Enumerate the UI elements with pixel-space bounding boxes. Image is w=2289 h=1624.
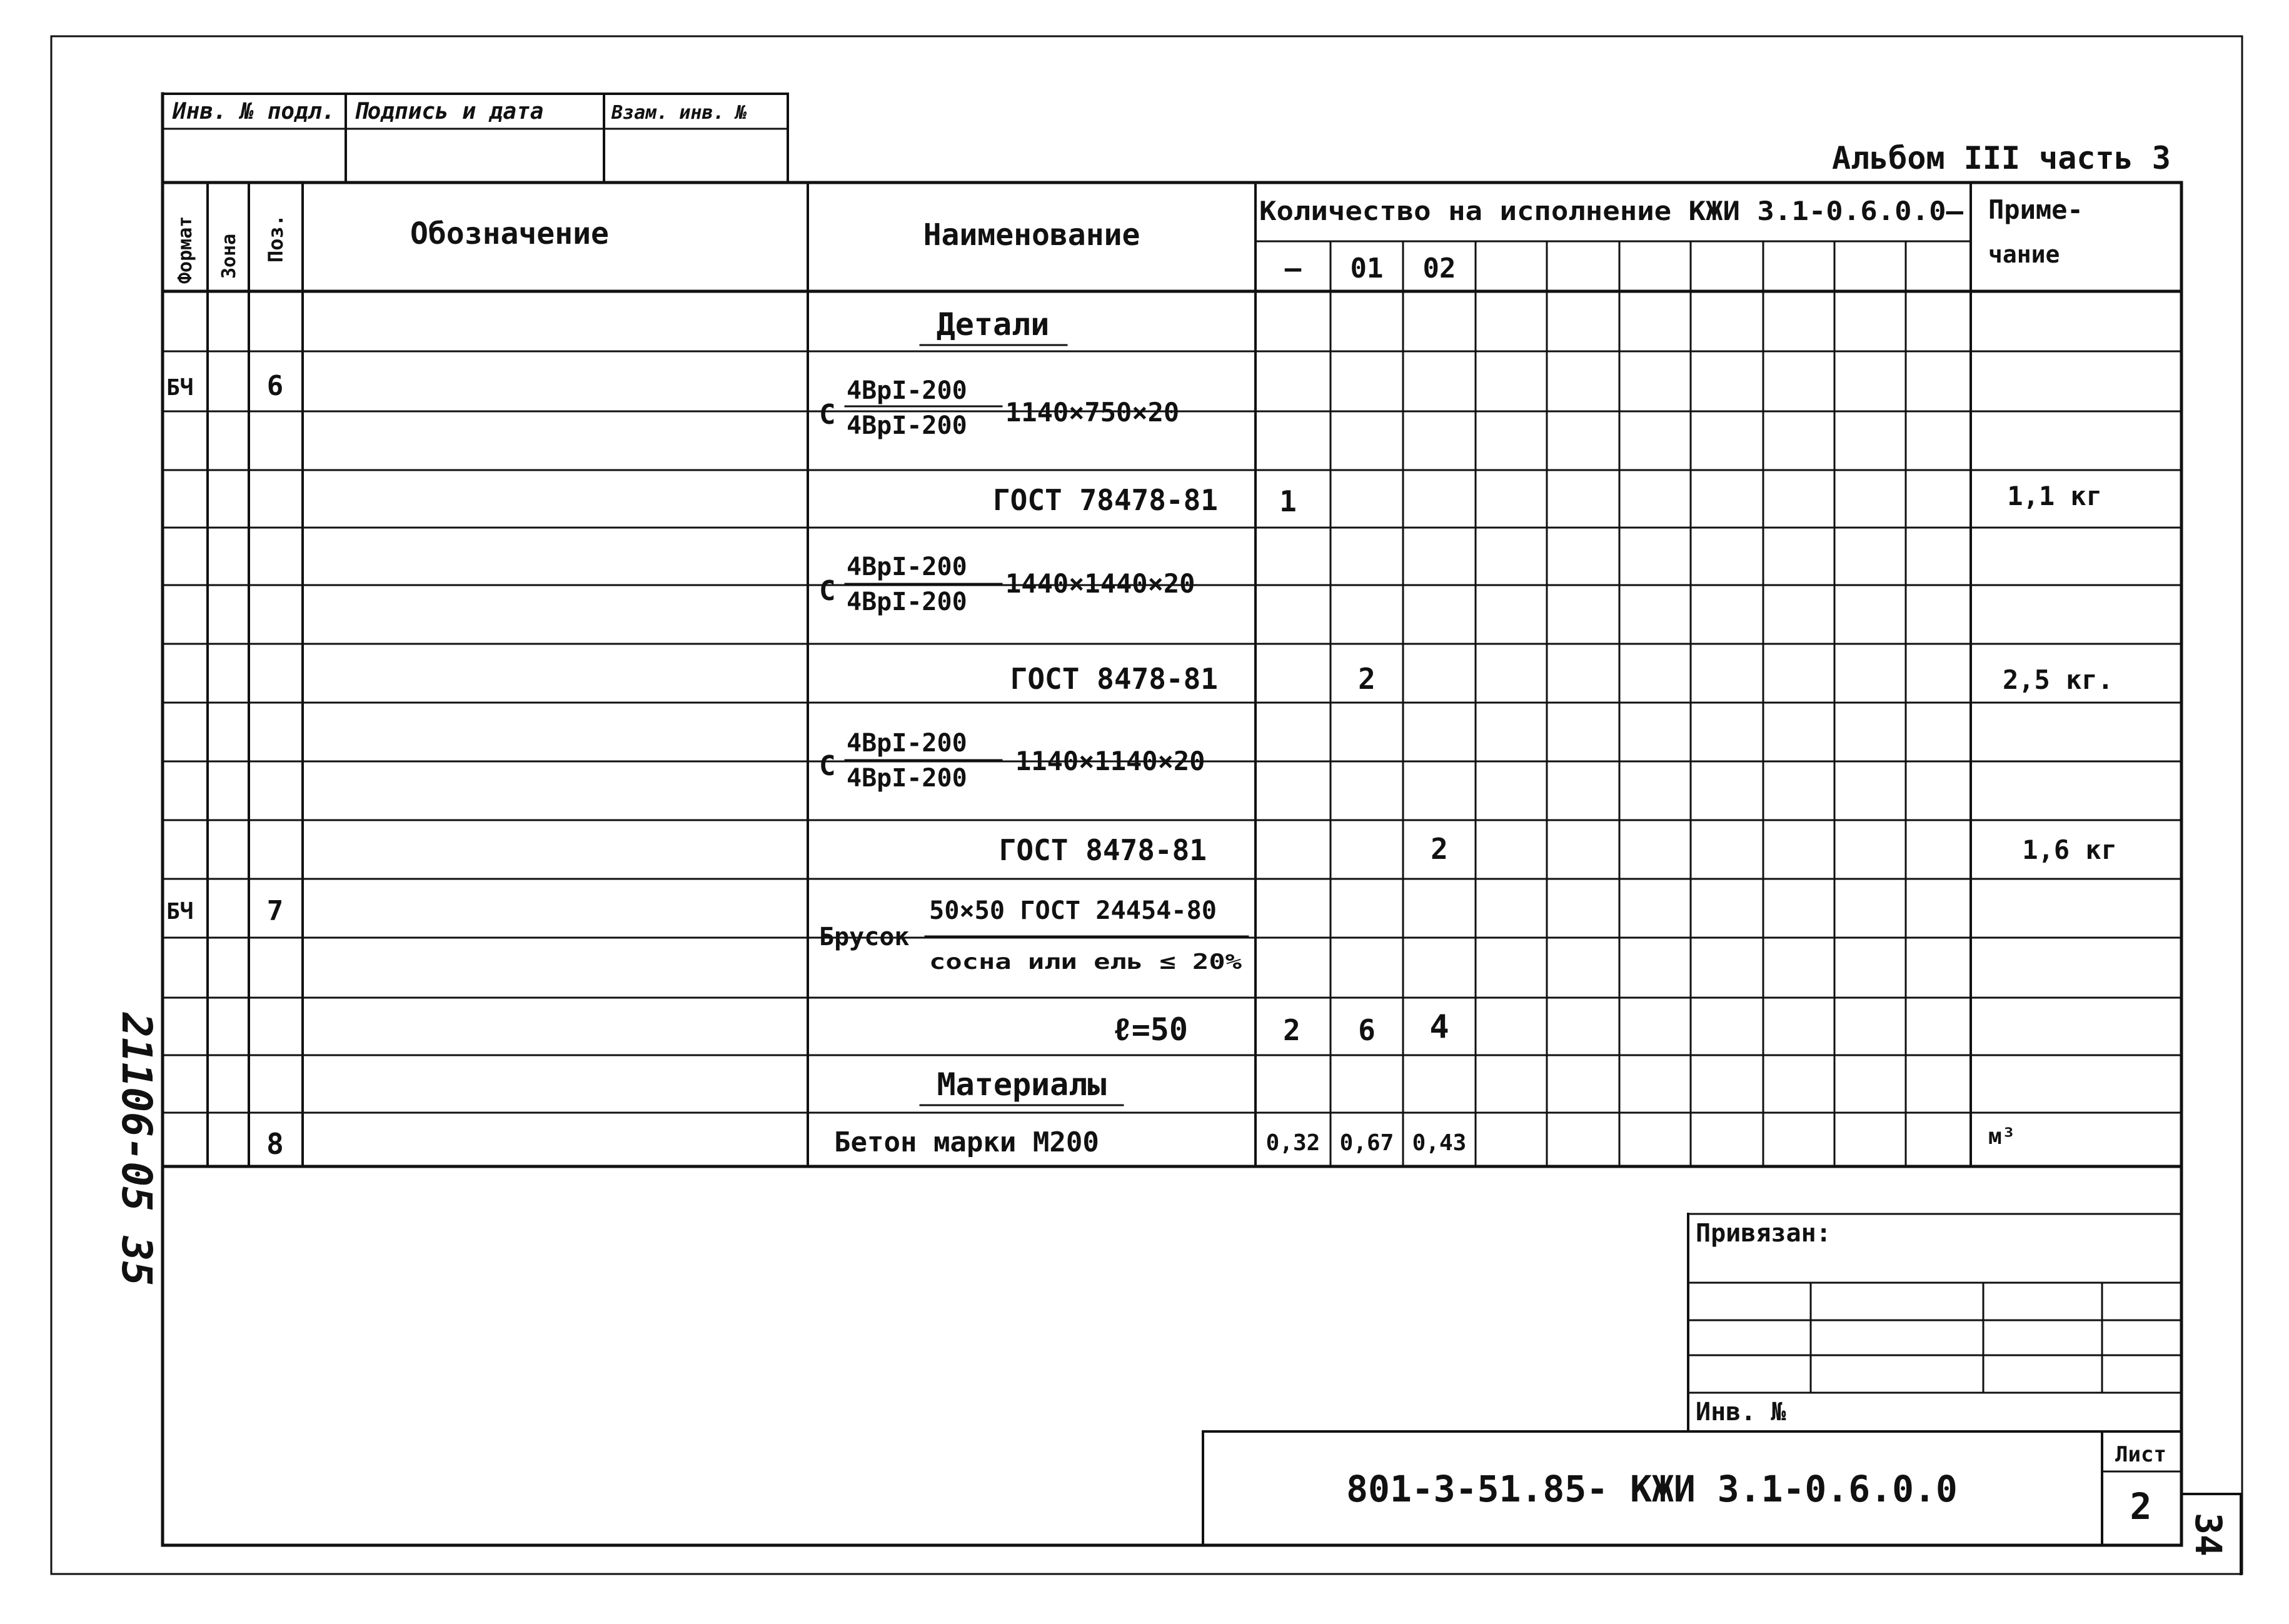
header-format: Формат [174, 216, 196, 284]
album-label: Альбом III часть 3 [1832, 140, 2171, 176]
row3-prefix: С [819, 750, 836, 782]
row5-note: м³ [1988, 1124, 2016, 1150]
row2-gost: ГОСТ 8478-81 [1010, 662, 1218, 696]
row4-qty-base: 2 [1283, 1013, 1300, 1047]
row1-qty-base: 1 [1279, 484, 1297, 518]
row2-qty-01: 2 [1358, 662, 1376, 696]
header-note-line2: чание [1988, 241, 2060, 268]
row4-format: БЧ [166, 899, 194, 925]
row1-denominator: 4ВрI-200 [847, 411, 967, 440]
row1-pos: 6 [266, 370, 284, 402]
row1-gost: ГОСТ 78478-81 [992, 483, 1218, 517]
corner-number: 34 [2187, 1513, 2230, 1556]
row5-qty-base: 0,32 [1265, 1130, 1321, 1156]
row3-note: 1,6 кг [2022, 835, 2117, 865]
row4-prefix: Брусок [819, 923, 910, 951]
side-number: 21106-05 35 [113, 1013, 161, 1286]
row5-pos: 8 [266, 1127, 284, 1161]
binding-label: Привязан: [1696, 1219, 1831, 1248]
row4-length: ℓ=50 [1112, 1011, 1188, 1048]
row3-dims: 1140×1140×20 [1015, 746, 1205, 776]
row5-qty-02: 0,43 [1412, 1130, 1467, 1156]
stamp-header-signature: Подпись и дата [354, 99, 544, 124]
row1-prefix: С [819, 399, 836, 431]
row4-denominator: сосна или ель ≤ 20% [929, 950, 1242, 975]
row1-note: 1,1 кг [2007, 481, 2102, 511]
header-variant-base: — [1284, 253, 1302, 284]
row3-denominator: 4ВрI-200 [847, 764, 967, 793]
header-variant-02: 02 [1422, 253, 1456, 284]
stamp-header-inv: Инв. № подл. [173, 99, 336, 124]
sheet-label: Лист [2115, 1442, 2166, 1467]
row3-gost: ГОСТ 8478-81 [999, 833, 1207, 867]
header-note-line1: Приме- [1988, 194, 2083, 225]
row4-qty-02: 4 [1429, 1008, 1449, 1046]
header-pos: Поз. [264, 214, 288, 263]
row2-prefix: С [819, 575, 836, 607]
row1-format: БЧ [166, 375, 194, 401]
row3-numerator: 4ВрI-200 [847, 729, 967, 758]
header-zone: Зона [218, 233, 240, 279]
section-details: Детали [936, 306, 1050, 343]
row4-pos: 7 [266, 895, 284, 927]
row2-note: 2,5 кг. [2002, 664, 2113, 695]
row2-dims: 1440×1440×20 [1005, 568, 1195, 599]
row1-dims: 1140×750×20 [1005, 397, 1180, 428]
row1-numerator: 4ВрI-200 [847, 376, 967, 405]
row2-denominator: 4ВрI-200 [847, 588, 967, 616]
sheet-number: 2 [2130, 1485, 2152, 1528]
row4-qty-01: 6 [1358, 1013, 1376, 1047]
row2-numerator: 4ВрI-200 [847, 553, 967, 581]
header-name: Наименование [923, 218, 1140, 253]
header-designation: Обозначение [410, 216, 609, 251]
row4-numerator: 50×50 ГОСТ 24454-80 [929, 896, 1217, 925]
document-code: 801-3-51.85- КЖИ 3.1-0.6.0.0 [1346, 1468, 1958, 1510]
row3-qty-02: 2 [1431, 832, 1448, 866]
header-quantity: Количество на исполнение КЖИ 3.1-0.6.0.0— [1259, 196, 1964, 226]
binding-inv-label: Инв. № [1696, 1398, 1786, 1426]
header-variant-01: 01 [1350, 253, 1384, 284]
row5-name: Бетон марки М200 [834, 1126, 1099, 1158]
row5-qty-01: 0,67 [1339, 1130, 1394, 1156]
section-materials: Материалы [937, 1066, 1107, 1103]
stamp-header-replace: Взам. инв. № [611, 102, 747, 124]
